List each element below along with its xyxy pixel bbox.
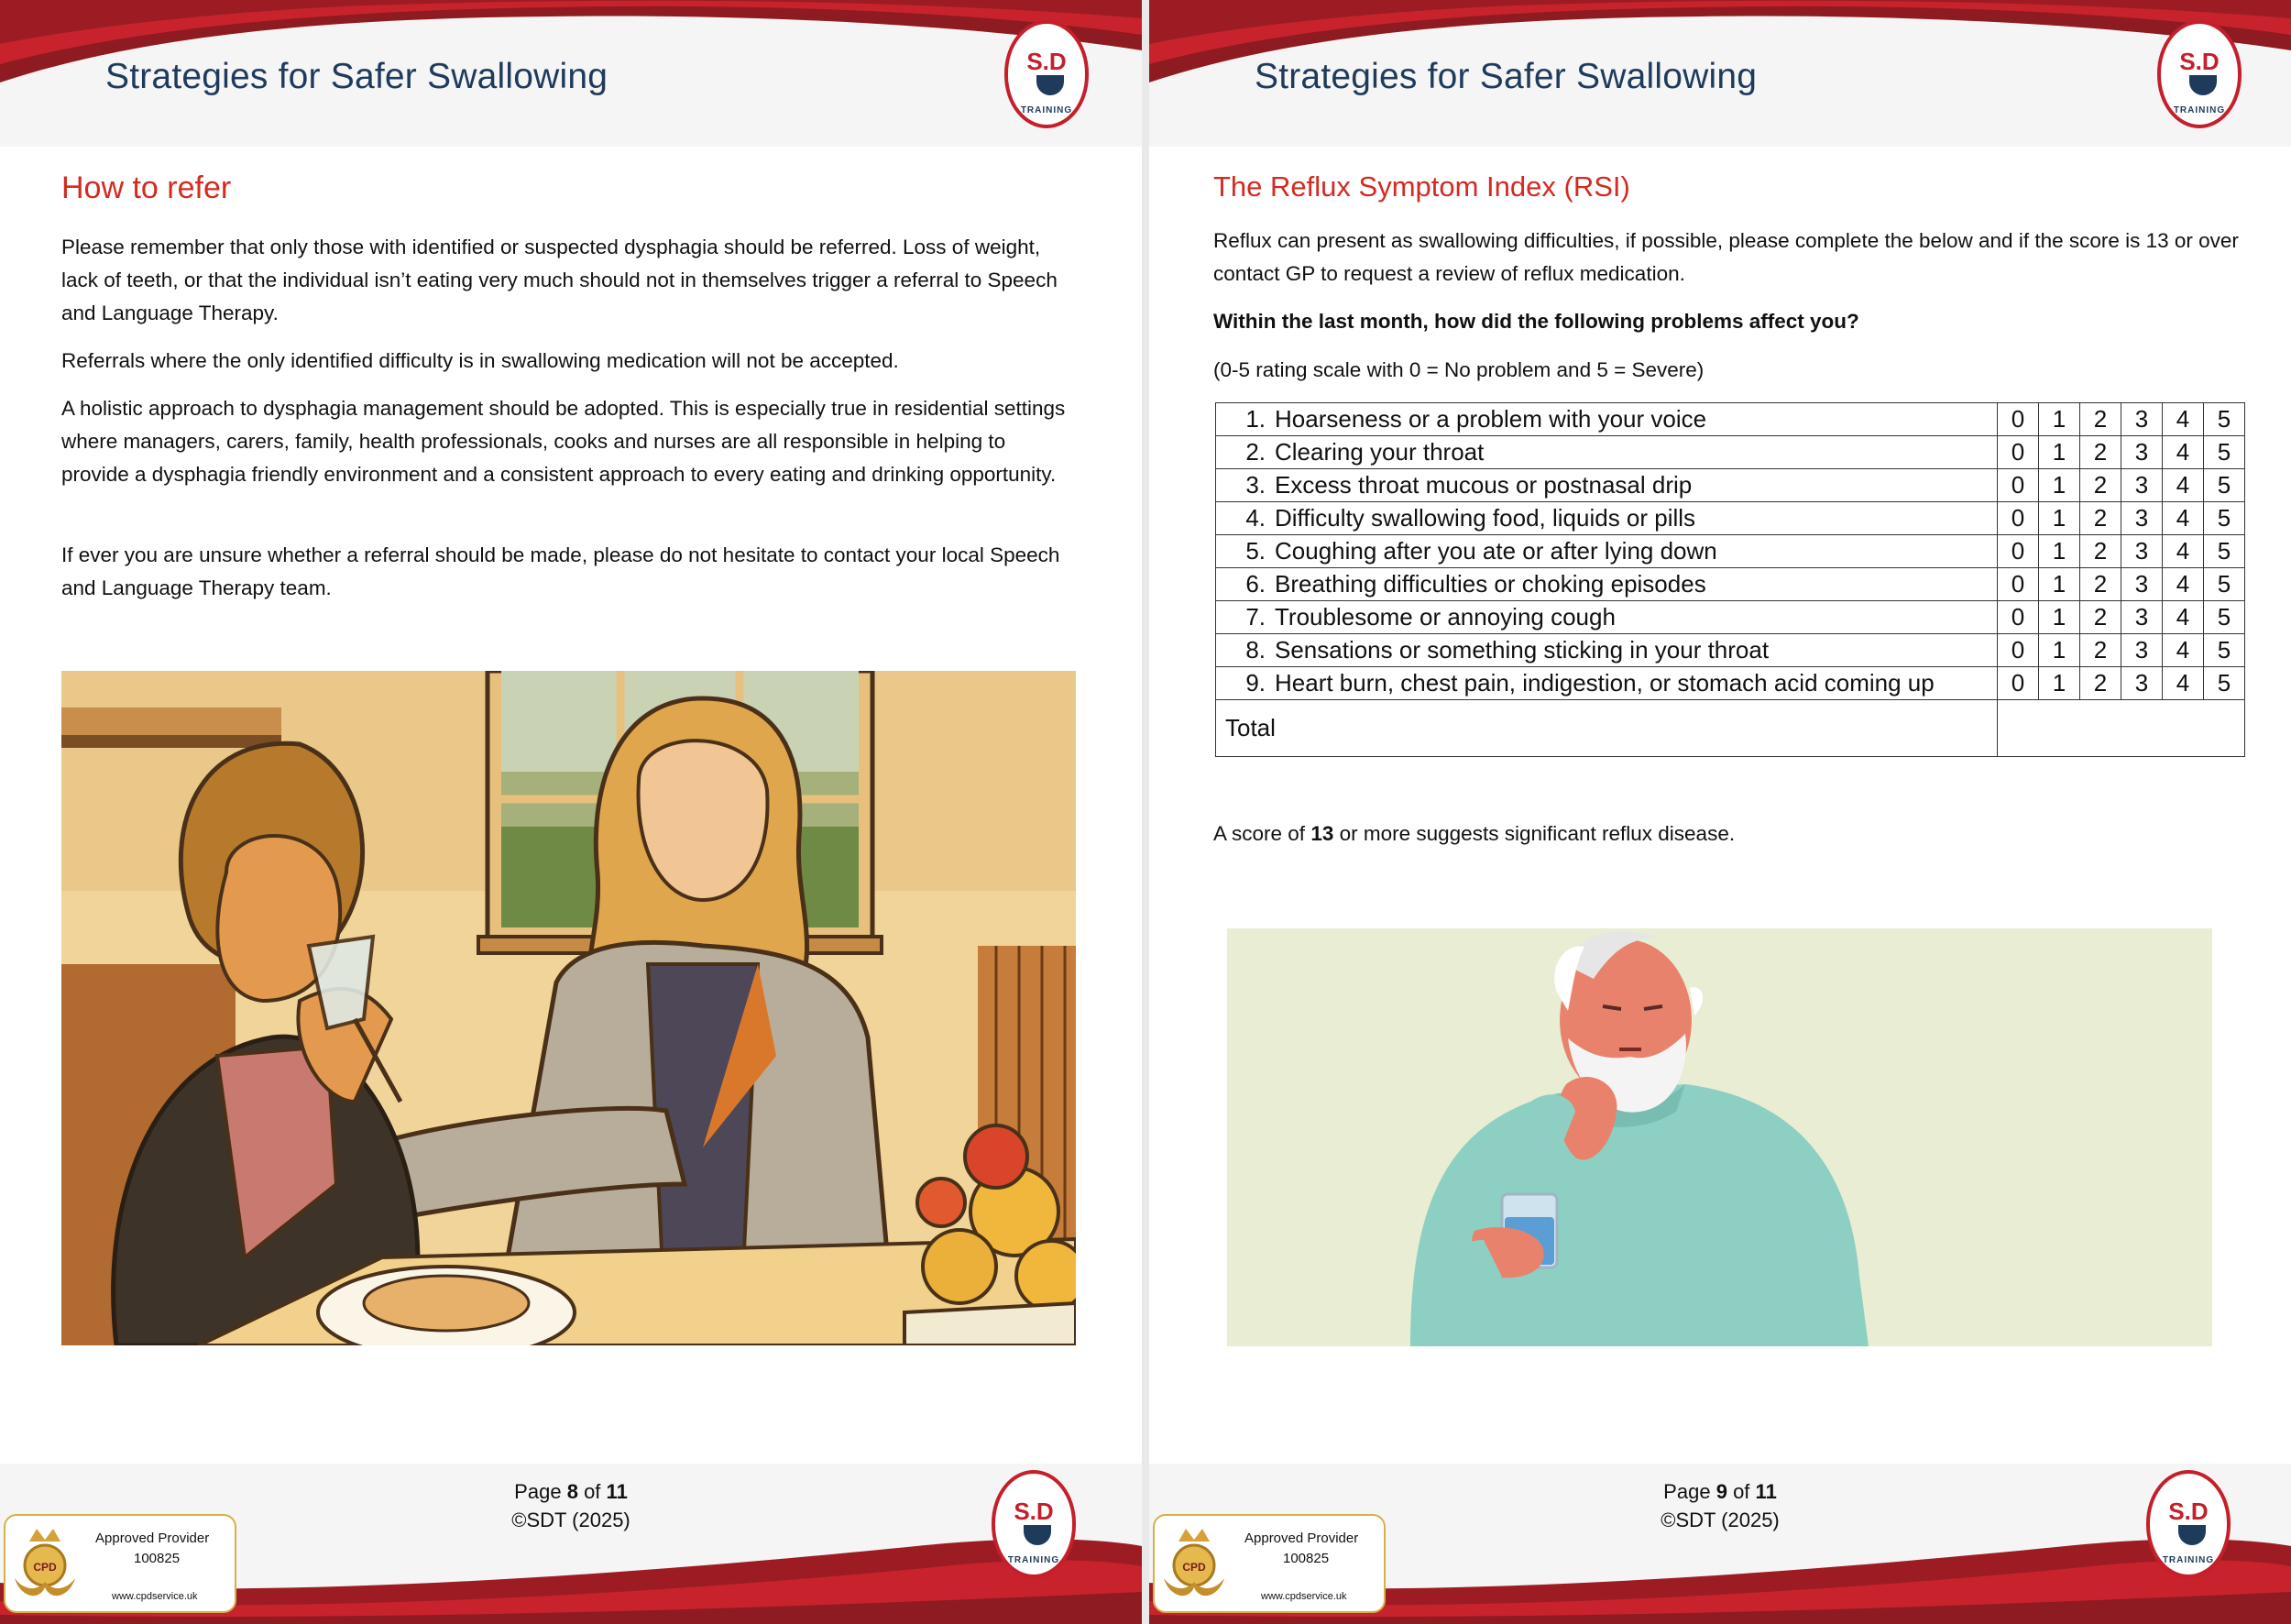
rsi-score-option[interactable]: 4 bbox=[2163, 601, 2204, 634]
rsi-total-label: Total bbox=[1216, 700, 1998, 757]
rsi-question bbox=[1216, 403, 1998, 436]
rsi-score-option[interactable]: 4 bbox=[2163, 403, 2204, 436]
rsi-item-text: Troublesome or annoying cough bbox=[1275, 603, 1616, 631]
page-number bbox=[0, 1477, 1142, 1506]
rsi-score-option[interactable]: 5 bbox=[2204, 568, 2245, 601]
rsi-score-option[interactable]: 2 bbox=[2080, 403, 2121, 436]
rsi-score-option[interactable]: 1 bbox=[2039, 568, 2080, 601]
rsi-score-option[interactable]: 1 bbox=[2039, 469, 2080, 502]
rsi-question bbox=[1216, 469, 1998, 502]
rsi-item-text: Sensations or something sticking in your throat bbox=[1275, 636, 1770, 664]
rsi-item-text: Breathing difficulties or choking episodes bbox=[1275, 570, 1706, 598]
page-of: of bbox=[1733, 1480, 1750, 1503]
rsi-score-option[interactable]: 4 bbox=[2163, 469, 2204, 502]
rsi-row bbox=[1216, 502, 2245, 535]
logo-subtext: TRAINING bbox=[2162, 1555, 2215, 1565]
page-number bbox=[1149, 1477, 2291, 1506]
rsi-score-option[interactable]: 1 bbox=[2039, 634, 2080, 667]
rsi-score-option[interactable]: 4 bbox=[2163, 436, 2204, 469]
carer-drinking-illustration bbox=[61, 671, 1076, 1345]
rsi-score-option[interactable]: 3 bbox=[2121, 403, 2163, 436]
rsi-score-option[interactable]: 5 bbox=[2204, 601, 2245, 634]
cpd-url: www.cpdservice.uk bbox=[1261, 1591, 1347, 1602]
rsi-score-option[interactable]: 1 bbox=[2039, 502, 2080, 535]
rsi-score-option[interactable]: 2 bbox=[2080, 502, 2121, 535]
cpd-url: www.cpdservice.uk bbox=[112, 1591, 198, 1602]
rsi-item-number: 5. bbox=[1245, 537, 1266, 565]
logo-text: S.D bbox=[1014, 1498, 1054, 1525]
section-heading: The Reflux Symptom Index (RSI) bbox=[1213, 170, 1630, 203]
rsi-score-option[interactable]: 5 bbox=[2204, 469, 2245, 502]
page-total: 11 bbox=[606, 1480, 628, 1503]
cpd-crown-icon bbox=[1160, 1523, 1228, 1606]
rsi-item-number: 8. bbox=[1245, 636, 1266, 664]
rsi-score-option[interactable]: 2 bbox=[2080, 469, 2121, 502]
provider-number: 100825 bbox=[134, 1551, 181, 1566]
intro-paragraph: Reflux can present as swallowing difficulties, if possible, please complete the below and if the score is 13 or over contact GP to request a review of reflux medication. bbox=[1213, 229, 2239, 285]
sd-training-logo bbox=[992, 1470, 1076, 1578]
document-title: Strategies for Safer Swallowing bbox=[1255, 57, 1758, 96]
rsi-row bbox=[1216, 469, 2245, 502]
score-note bbox=[1213, 817, 1735, 850]
shield-icon bbox=[1024, 1525, 1051, 1545]
rsi-item-text: Heart burn, chest pain, indigestion, or stomach acid coming up bbox=[1275, 669, 1935, 697]
scale-note: (0-5 rating scale with 0 = No problem and 5 = Severe) bbox=[1213, 358, 1705, 381]
rsi-score-option[interactable]: 3 bbox=[2121, 667, 2163, 700]
page-label: Page bbox=[1663, 1480, 1711, 1503]
logo-text: S.D bbox=[2168, 1498, 2209, 1525]
rsi-score-option[interactable]: 2 bbox=[2080, 568, 2121, 601]
rsi-score-option[interactable]: 0 bbox=[1998, 667, 2039, 700]
rsi-row bbox=[1216, 436, 2245, 469]
rsi-item-number: 1. bbox=[1245, 405, 1266, 433]
rsi-row bbox=[1216, 568, 2245, 601]
cpd-crown-icon bbox=[11, 1523, 79, 1606]
rsi-score-option[interactable]: 4 bbox=[2163, 502, 2204, 535]
rsi-score-option[interactable]: 3 bbox=[2121, 469, 2163, 502]
rsi-item-text: Coughing after you ate or after lying down bbox=[1275, 537, 1717, 565]
document-title: Strategies for Safer Swallowing bbox=[105, 57, 608, 96]
sd-training-logo bbox=[2146, 1470, 2231, 1578]
rsi-score-option[interactable]: 0 bbox=[1998, 634, 2039, 667]
paragraph: If ever you are unsure whether a referral should be made, please do not hesitate to contact your local Speech and Language Therapy team. bbox=[61, 543, 1060, 599]
rsi-item-number: 2. bbox=[1245, 438, 1266, 466]
rsi-score-option[interactable]: 0 bbox=[1998, 436, 2039, 469]
rsi-score-option[interactable]: 2 bbox=[2080, 634, 2121, 667]
rsi-question bbox=[1216, 436, 1998, 469]
score-prefix: A score of bbox=[1213, 822, 1306, 845]
rsi-question bbox=[1216, 502, 1998, 535]
logo-subtext: TRAINING bbox=[2173, 105, 2226, 115]
approved-provider: Approved Provider bbox=[95, 1531, 210, 1546]
rsi-item-number: 7. bbox=[1245, 603, 1266, 631]
rsi-score-option[interactable]: 3 bbox=[2121, 436, 2163, 469]
rsi-item-number: 3. bbox=[1245, 471, 1266, 499]
logo-subtext: TRAINING bbox=[1007, 1555, 1060, 1565]
score-value: 13 bbox=[1310, 822, 1334, 845]
rsi-score-option[interactable]: 1 bbox=[2039, 403, 2080, 436]
rsi-item-number: 4. bbox=[1245, 504, 1266, 532]
score-suffix: or more suggests significant reflux disease. bbox=[1339, 822, 1736, 845]
man-reflux-illustration bbox=[1227, 928, 2212, 1346]
provider-number: 100825 bbox=[1283, 1551, 1330, 1566]
rsi-score-option[interactable]: 1 bbox=[2039, 535, 2080, 568]
rsi-score-option[interactable]: 0 bbox=[1998, 535, 2039, 568]
rsi-score-option[interactable]: 5 bbox=[2204, 502, 2245, 535]
rsi-score-option[interactable]: 0 bbox=[1998, 601, 2039, 634]
rsi-score-option[interactable]: 3 bbox=[2121, 601, 2163, 634]
rsi-total-row bbox=[1216, 700, 2245, 757]
rsi-score-option[interactable]: 2 bbox=[2080, 601, 2121, 634]
rsi-score-option[interactable]: 2 bbox=[2080, 436, 2121, 469]
rsi-score-option[interactable]: 3 bbox=[2121, 502, 2163, 535]
rsi-score-option[interactable]: 1 bbox=[2039, 436, 2080, 469]
rsi-score-option[interactable]: 2 bbox=[2080, 667, 2121, 700]
shield-icon bbox=[2178, 1525, 2206, 1545]
rsi-score-option[interactable]: 0 bbox=[1998, 469, 2039, 502]
logo-text: S.D bbox=[1026, 48, 1067, 75]
page-of: of bbox=[584, 1480, 601, 1503]
paragraph: Referrals where the only identified difficulty is in swallowing medication will not be accepted. bbox=[61, 349, 899, 372]
rsi-item-text: Difficulty swallowing food, liquids or pills bbox=[1275, 504, 1696, 532]
copyright: ©SDT (2025) bbox=[511, 1509, 630, 1531]
rsi-score-option[interactable]: 0 bbox=[1998, 568, 2039, 601]
rsi-score-option[interactable]: 4 bbox=[2163, 535, 2204, 568]
logo-text: S.D bbox=[2179, 48, 2220, 75]
rsi-score-option[interactable]: 3 bbox=[2121, 634, 2163, 667]
rsi-score-option[interactable]: 5 bbox=[2204, 535, 2245, 568]
page-9 bbox=[1149, 0, 2291, 1624]
rsi-score-option[interactable]: 3 bbox=[2121, 568, 2163, 601]
copyright: ©SDT (2025) bbox=[1661, 1509, 1780, 1531]
rsi-item-number: 9. bbox=[1245, 669, 1266, 697]
rsi-score-option[interactable]: 0 bbox=[1998, 403, 2039, 436]
rsi-score-option[interactable]: 3 bbox=[2121, 535, 2163, 568]
rsi-row bbox=[1216, 403, 2245, 436]
rsi-score-option[interactable]: 1 bbox=[2039, 667, 2080, 700]
rsi-question bbox=[1216, 634, 1998, 667]
rsi-question bbox=[1216, 667, 1998, 700]
shield-icon bbox=[2189, 75, 2217, 95]
rsi-score-option[interactable]: 5 bbox=[2204, 403, 2245, 436]
rsi-score-option[interactable]: 5 bbox=[2204, 634, 2245, 667]
rsi-row bbox=[1216, 634, 2245, 667]
rsi-question bbox=[1216, 568, 1998, 601]
question-text: Within the last month, how did the following problems affect you? bbox=[1213, 310, 1859, 333]
paragraph: Please remember that only those with identified or suspected dysphagia should be referred. Loss of weight, lack of teeth, or that the individual isn’t eating very much should not in themselves trigger a referral to Speech and Language Therapy. bbox=[61, 236, 1058, 324]
rsi-row bbox=[1216, 535, 2245, 568]
rsi-score-option[interactable]: 5 bbox=[2204, 436, 2245, 469]
rsi-score-option[interactable]: 4 bbox=[2163, 568, 2204, 601]
rsi-question bbox=[1216, 535, 1998, 568]
section-heading: How to refer bbox=[61, 170, 232, 205]
rsi-item-number: 6. bbox=[1245, 570, 1266, 598]
cpd-badge bbox=[4, 1514, 236, 1613]
cpd-badge bbox=[1153, 1514, 1386, 1613]
page-label: Page bbox=[514, 1480, 562, 1503]
paragraph: A holistic approach to dysphagia management should be adopted. This is especially true in residential settings where managers, carers, family, health professionals, cooks and nurses are all responsible in helping to provide a dysphagia friendly environment and a consistent approach to every eating and drinking opportunity. bbox=[61, 397, 1066, 486]
rsi-score-option[interactable]: 5 bbox=[2204, 667, 2245, 700]
logo-subtext: TRAINING bbox=[1020, 105, 1073, 115]
rsi-item-text: Clearing your throat bbox=[1275, 438, 1485, 466]
page-total: 11 bbox=[1755, 1480, 1777, 1503]
approved-provider: Approved Provider bbox=[1244, 1531, 1359, 1546]
rsi-item-text: Excess throat mucous or postnasal drip bbox=[1275, 471, 1693, 499]
rsi-score-option[interactable]: 0 bbox=[1998, 502, 2039, 535]
rsi-row bbox=[1216, 601, 2245, 634]
page-current: 9 bbox=[1716, 1480, 1727, 1503]
rsi-question bbox=[1216, 601, 1998, 634]
rsi-item-text: Hoarseness or a problem with your voice bbox=[1275, 405, 1707, 433]
shield-icon bbox=[1036, 75, 1064, 95]
rsi-score-option[interactable]: 2 bbox=[2080, 535, 2121, 568]
sd-training-logo bbox=[1004, 20, 1089, 128]
page-current: 8 bbox=[566, 1480, 578, 1503]
rsi-score-option[interactable]: 4 bbox=[2163, 634, 2204, 667]
rsi-table bbox=[1215, 402, 2245, 757]
rsi-total-field[interactable] bbox=[1998, 700, 2245, 757]
page-8 bbox=[0, 0, 1142, 1624]
cpd-badge-text: CPD bbox=[33, 1561, 57, 1574]
rsi-row bbox=[1216, 667, 2245, 700]
rsi-score-option[interactable]: 1 bbox=[2039, 601, 2080, 634]
cpd-badge-text: CPD bbox=[1182, 1561, 1206, 1574]
rsi-score-option[interactable]: 4 bbox=[2163, 667, 2204, 700]
sd-training-logo bbox=[2157, 20, 2242, 128]
